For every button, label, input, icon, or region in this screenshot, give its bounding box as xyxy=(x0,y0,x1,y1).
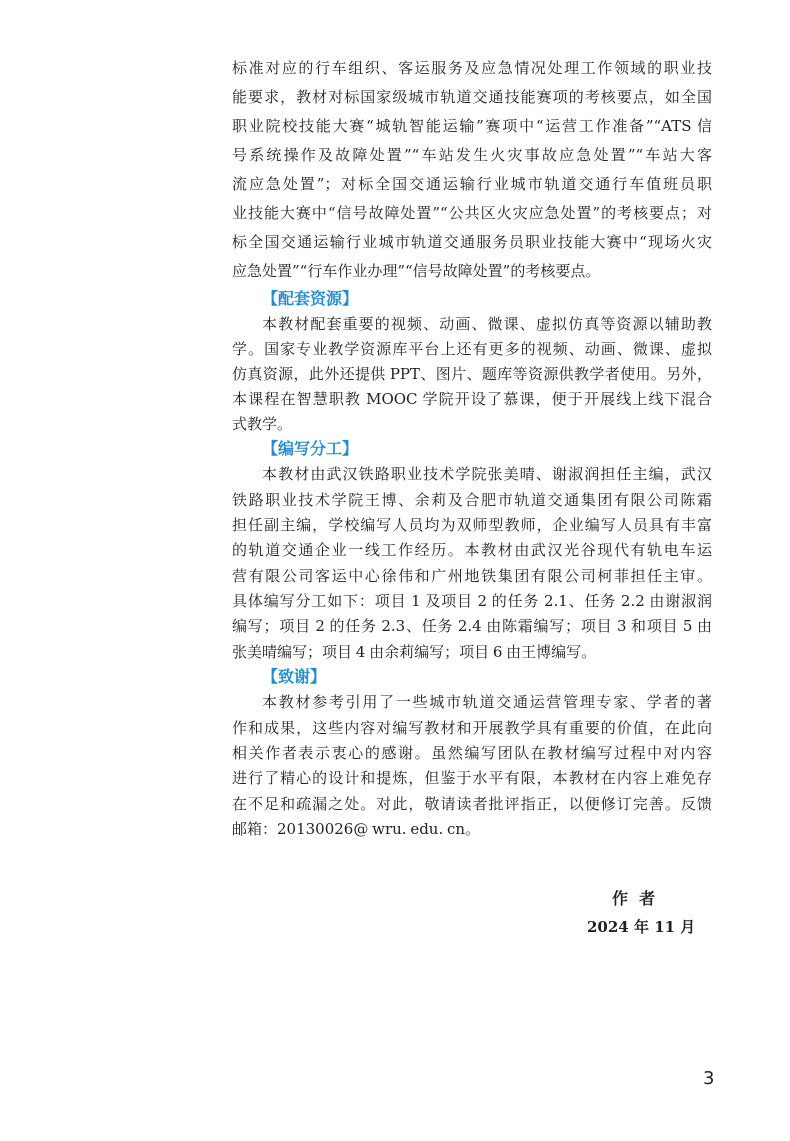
signature-author: 作 者 xyxy=(612,889,656,908)
text-line: 仿真资源，此外还提供 PPT、图片、题库等资源供教学者使用。另外， xyxy=(232,365,712,383)
text-line: 本教材配套重要的视频、动画、微课、虚拟仿真等资源以辅助教 xyxy=(262,315,712,333)
text-line: 具体编写分工如下：项目 1 及项目 2 的任务 2.1、任务 2.2 由谢淑润 xyxy=(232,592,712,610)
text-line: 能要求，教材对标国家级城市轨道交通技能赛项的考核要点，如全国 xyxy=(232,88,712,106)
text-line: 的轨道交通企业一线工作经历。本教材由武汉光谷现代有轨电车运 xyxy=(232,541,712,559)
text-line: 担任副主编，学校编写人员均为双师型教师，企业编写人员具有丰富 xyxy=(232,516,712,534)
text-line: 本课程在智慧职教 MOOC 学院开设了慕课，便于开展线上线下混合 xyxy=(232,390,712,408)
text-line: 本教材参考引用了一些城市轨道交通运营管理专家、学者的著 xyxy=(262,693,712,711)
signature-date: 2024 年 11 月 xyxy=(587,918,696,936)
section-heading-resources: 【配套资源】 xyxy=(262,289,359,308)
text-line: 本教材由武汉铁路职业技术学院张美晴、谢淑润担任主编，武汉 xyxy=(262,465,712,483)
section-heading-authors: 【编写分工】 xyxy=(262,439,359,458)
text-line: 式教学。 xyxy=(232,415,293,433)
page-number: 3 xyxy=(703,1068,715,1089)
section-heading-thanks: 【致谢】 xyxy=(262,667,327,686)
text-line: 营有限公司客运中心徐伟和广州地铁集团有限公司柯菲担任主审。 xyxy=(232,567,712,585)
text-line: 作和成果，这些内容对编写教材和开展教学具有重要的价值，在此向 xyxy=(232,719,712,737)
text-line: 号系统操作及故障处置”“车站发生火灾事故应急处置”“车站大客 xyxy=(232,146,712,164)
text-line: 业技能大赛中“信号故障处置”“公共区火灾应急处置”的考核要点；对 xyxy=(232,204,712,222)
text-line: 职业院校技能大赛“城轨智能运输”赛项中“运营工作准备”“ATS 信 xyxy=(232,117,712,135)
text-line: 学。国家专业教学资源库平台上还有更多的视频、动画、微课、虚拟 xyxy=(232,340,712,358)
text-line: 编写；项目 2 的任务 2.3、任务 2.4 由陈霜编写；项目 3 和项目 5 由 xyxy=(232,617,712,635)
text-line: 铁路职业技术学院王博、余莉及合肥市轨道交通集团有限公司陈霜 xyxy=(232,491,712,509)
text-line: 标准对应的行车组织、客运服务及应急情况处理工作领域的职业技 xyxy=(232,59,712,77)
text-line: 进行了精心的设计和提炼，但鉴于水平有限，本教材在内容上难免存 xyxy=(232,769,712,787)
text-line: 相关作者表示衷心的感谢。虽然编写团队在教材编写过程中对内容 xyxy=(232,744,712,762)
text-line: 流应急处置”；对标全国交通运输行业城市轨道交通行车值班员职 xyxy=(232,175,712,193)
text-line: 应急处置”“行车作业办理”“信号故障处置”的考核要点。 xyxy=(232,262,601,280)
text-line: 标全国交通运输行业城市轨道交通服务员职业技能大赛中“现场火灾 xyxy=(232,233,712,251)
text-line: 在不足和疏漏之处。对此，敬请读者批评指正，以便修订完善。反馈 xyxy=(232,795,712,813)
text-line: 邮箱：20130026@ wru. edu. cn。 xyxy=(232,820,481,838)
text-line: 张美晴编写；项目 4 由余莉编写；项目 6 由王博编写。 xyxy=(232,643,597,661)
